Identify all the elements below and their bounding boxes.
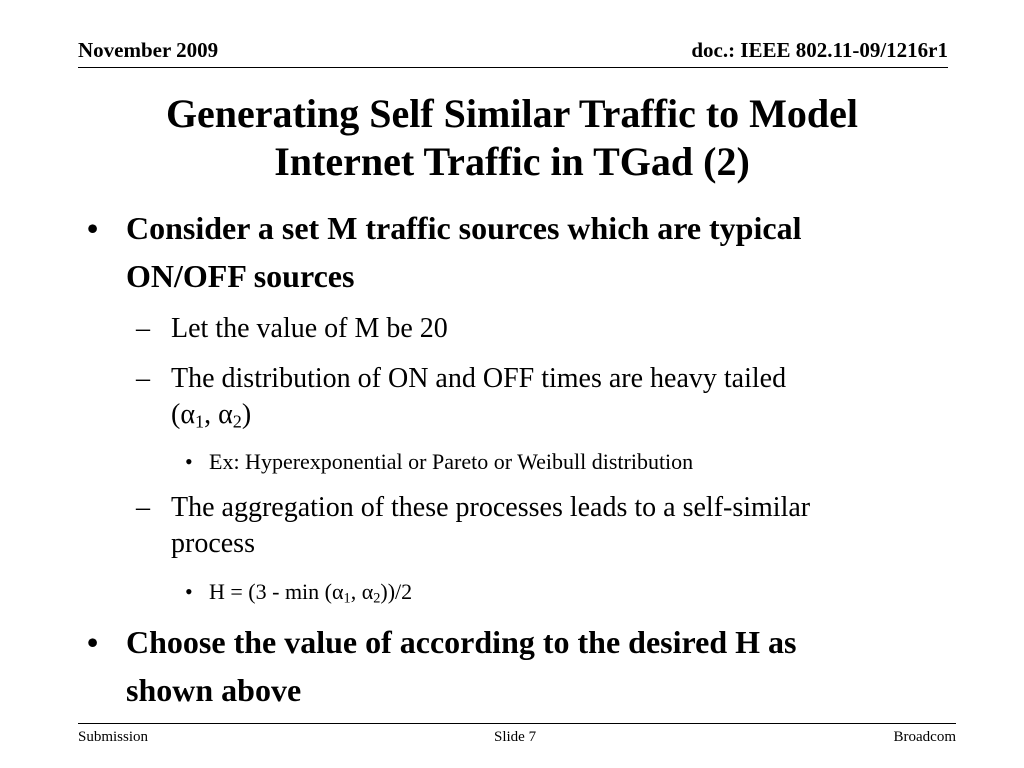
header-date: November 2009	[78, 38, 219, 62]
dash-marker: –	[136, 363, 150, 394]
sub-bullet-m-value	[136, 311, 448, 347]
header-doc-id: doc.: IEEE 802.11-09/1216r1	[691, 38, 948, 62]
bullet-text-line-1: Consider a set M traffic sources which are typical	[126, 210, 802, 246]
alpha-symbol: α	[332, 579, 344, 604]
bullet-text-line-2: ON/OFF sources	[126, 258, 355, 294]
footer-company: Broadcom	[893, 729, 956, 745]
subscript-1: 1	[343, 590, 351, 607]
sub-sub-bullet-example	[185, 448, 694, 476]
bullet-marker: •	[185, 449, 193, 474]
sub-sub-bullet-text: Ex: Hyperexponential or Pareto or Weibull distribution	[209, 449, 694, 474]
title-line-1: Generating Self Similar Traffic to Model	[165, 91, 859, 136]
bullet-text-line-2: shown above	[126, 672, 302, 708]
sub-sub-bullet-formula	[185, 578, 413, 607]
sub-bullet-text-line-2	[171, 397, 786, 433]
alpha-symbol: α	[361, 579, 374, 604]
alpha-symbol: α	[180, 399, 195, 430]
sub-bullet-text: Let the value of M be 20	[171, 313, 448, 344]
bullet-choose-value	[87, 618, 797, 714]
bullet-consider-sources	[87, 204, 802, 300]
sub-bullet-text-line-1: The distribution of ON and OFF times are heavy tailed	[171, 363, 787, 394]
sub-bullet-distribution	[136, 361, 787, 433]
paren-open: (	[171, 399, 181, 430]
footer-divider	[78, 723, 956, 724]
dash-marker: –	[136, 313, 150, 344]
footer-slide-number: Slide 7	[494, 729, 537, 745]
formula-prefix: H = (3 - min (	[209, 579, 332, 604]
subscript-2: 2	[373, 590, 381, 607]
footer-submission: Submission	[78, 729, 149, 745]
subscript-1: 1	[195, 411, 205, 432]
formula-text	[209, 578, 412, 606]
separator: ,	[204, 399, 219, 430]
dash-marker: –	[136, 492, 150, 523]
bullet-marker: •	[87, 624, 99, 660]
sub-bullet-text-line-2: process	[171, 528, 255, 559]
bullet-text-line-1: Choose the value of according to the desired H as	[126, 624, 797, 660]
sub-bullet-text-line-1: The aggregation of these processes leads to a self-similar	[171, 492, 811, 523]
formula-suffix: ))/2	[380, 579, 413, 604]
title-line-2: Internet Traffic in TGad (2)	[274, 139, 750, 184]
separator: ,	[350, 579, 362, 604]
alpha-symbol: α	[218, 399, 233, 430]
bullet-marker: •	[185, 579, 193, 604]
subscript-2: 2	[232, 411, 242, 432]
paren-close: )	[241, 399, 252, 430]
bullet-marker: •	[87, 210, 99, 246]
sub-bullet-aggregation	[136, 490, 811, 562]
